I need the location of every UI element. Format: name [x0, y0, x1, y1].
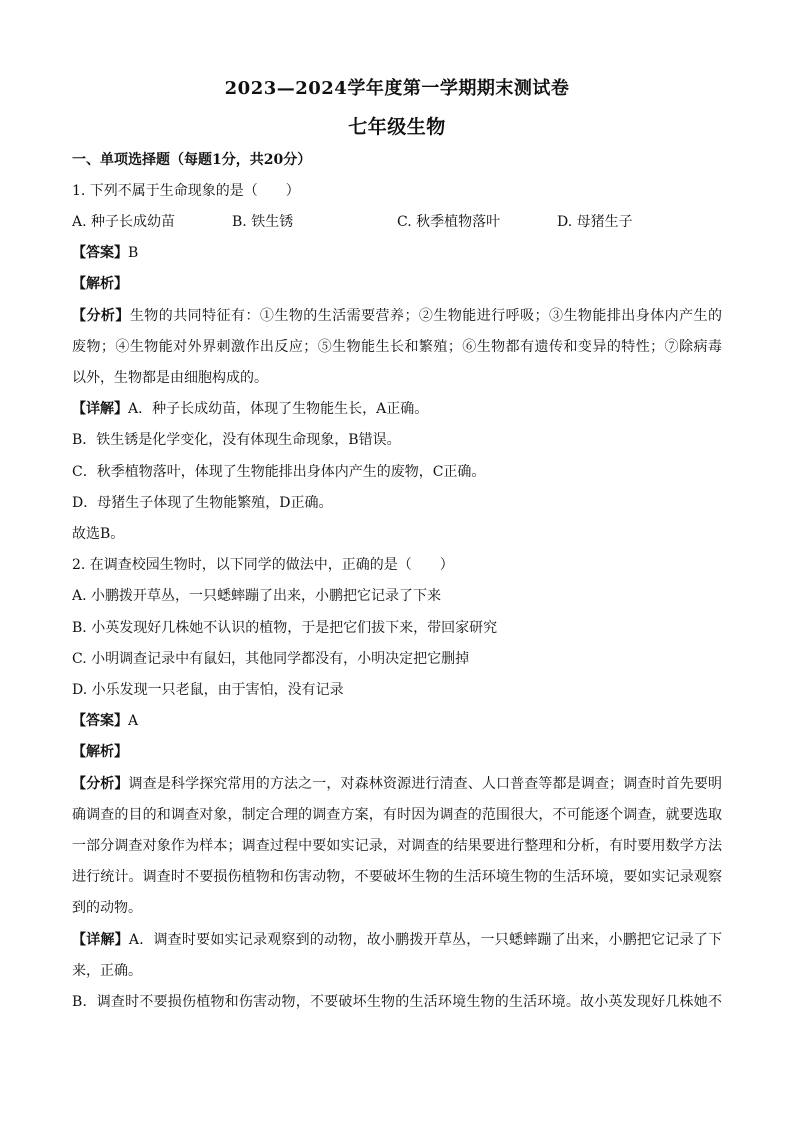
q2-xiangjie-line-2: 来，正确。: [72, 963, 142, 979]
section-heading: 一、单项选择题（每题1分，共20分）: [72, 152, 312, 168]
q1-answer-line: [72, 243, 722, 263]
q1-fenxi-line-3: 以外，生物都是由细胞构成的。: [72, 370, 268, 386]
q1-option-d: D. 母猪生子: [557, 214, 633, 230]
q2-option-a: A. 小鹏拨开草丛，一只蟋蟀蹦了出来，小鹏把它记录了下来: [72, 588, 442, 604]
q1-fenxi-line-1: [72, 306, 722, 326]
q2-option-d: D. 小乐发现一只老鼠，由于害怕，没有记录: [72, 682, 344, 698]
q2-fenxi-line-1: [72, 774, 722, 794]
q2-fenxi-text: 调查是科学探究常用的方法之一，对森林资源进行清查、人口普查等都是调查；调查时首先要明: [128, 776, 722, 792]
exam-subtitle: 七年级生物: [348, 116, 446, 138]
exam-title: 2023—2024学年度第一学期期末测试卷: [224, 78, 570, 99]
q2-answer-tag: 【答案】: [72, 713, 128, 729]
q1-stem: 1. 下列不属于生命现象的是（ ）: [72, 183, 300, 199]
q1-option-b: B. 铁生锈: [232, 214, 294, 230]
q1-xiangjie-text: A．种子长成幼苗，体现了生物能生长，A正确。: [128, 401, 429, 417]
q1-xiangjie-line-1: [72, 399, 722, 419]
q1-fenxi-tag: 【分析】: [72, 308, 130, 324]
q1-xiangjie-line-2: B．铁生锈是化学变化，没有体现生命现象，B错误。: [72, 432, 401, 448]
q1-option-c: C. 秋季植物落叶: [397, 214, 501, 230]
q1-answer-tag: 【答案】: [72, 245, 128, 261]
q1-fenxi-line-2: 废物；④生物能对外界刺激作出反应；⑤生物能生长和繁殖；⑥生物都有遗传和变异的特性；⑦除病毒: [72, 339, 722, 355]
q2-stem: 2. 在调查校园生物时，以下同学的做法中，正确的是（ ）: [72, 557, 454, 573]
q1-answer-value: B: [128, 245, 139, 261]
q2-analysis-tag: 【解析】: [72, 744, 128, 760]
q1-option-a: A. 种子长成幼苗: [72, 214, 176, 230]
q1-fenxi-text: 生物的共同特征有：①生物的生活需要营养；②生物能进行呼吸；③生物能排出身体内产生的: [129, 308, 722, 324]
q2-fenxi-line-2: 确调查的目的和调查对象，制定合理的调查方案，有时因为调查的范围很大，不可能逐个调查，就要选取: [72, 807, 722, 823]
q1-conclusion: 故选B。: [72, 526, 125, 542]
q1-xiangjie-line-3: C．秋季植物落叶，体现了生物能排出身体内产生的废物，C正确。: [72, 464, 486, 480]
q2-fenxi-tag: 【分析】: [72, 776, 129, 792]
q2-xiangjie-text: A．调查时要如实记录观察到的动物，故小鹏拨开草丛，一只蟋蟀蹦了出来，小鹏把它记录了下: [128, 932, 722, 948]
q2-xiangjie-line-1: [72, 930, 722, 950]
q1-xiangjie-line-4: D．母猪生子体现了生物能繁殖，D正确。: [72, 495, 333, 511]
q1-xiangjie-tag: 【详解】: [72, 401, 128, 417]
q2-option-c: C. 小明调查记录中有鼠妇，其他同学都没有，小明决定把它删掉: [72, 651, 470, 667]
q2-xiangjie-line-3: B．调查时不要损伤植物和伤害动物，不要破坏生物的生活环境生物的生活环境。故小英发现好几株她不: [72, 994, 722, 1010]
q2-fenxi-line-4: 进行统计。调查时不要损伤植物和伤害动物，不要破坏生物的生活环境生物的生活环境，要如实记录观察: [72, 869, 722, 885]
q2-fenxi-line-5: 到的动物。: [72, 900, 142, 916]
q2-option-b: B. 小英发现好几株她不认识的植物，于是把它们拔下来，带回家研究: [72, 620, 498, 636]
q2-fenxi-line-3: 一部分调查对象作为样本；调查过程中要如实记录，对调查的结果要进行整理和分析，有时要用数学方法: [72, 838, 722, 854]
q2-answer-line: [72, 711, 722, 731]
q1-analysis-tag: 【解析】: [72, 276, 128, 292]
q2-answer-value: A: [128, 713, 139, 729]
q2-xiangjie-tag: 【详解】: [72, 932, 129, 948]
